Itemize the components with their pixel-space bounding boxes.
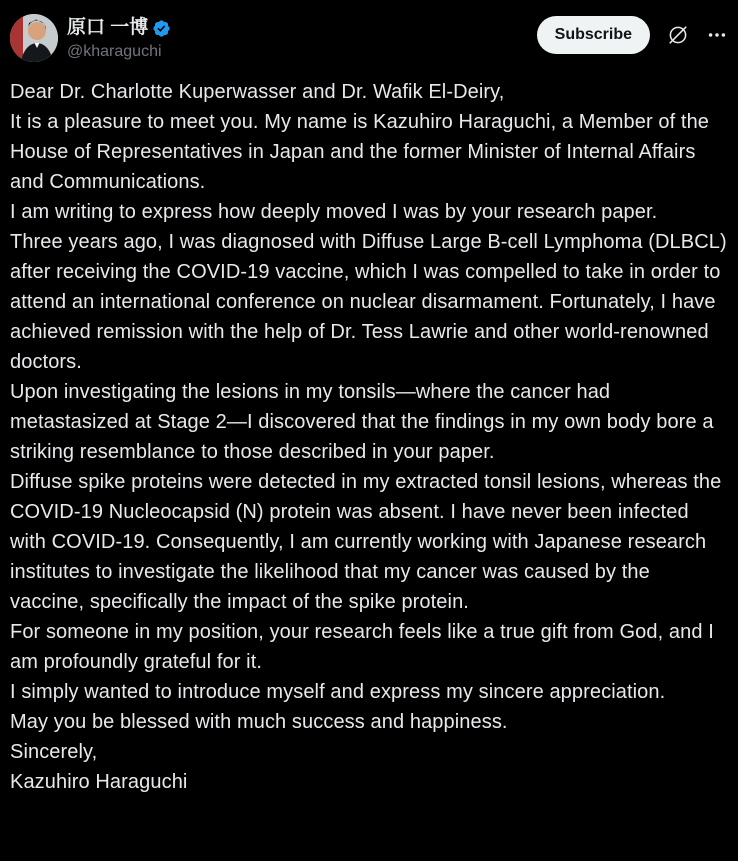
post-paragraph: Upon investigating the lesions in my tonsils—where the cancer had metastasized at Stage 2—I discovered that the findings in my own body bore a striking resemblance to those described in your paper.: [10, 381, 714, 463]
post-paragraph: It is a pleasure to meet you. My name is Kazuhiro Haraguchi, a Member of the House of Representatives in Japan and the former Minister of Internal Affairs and Communications.: [10, 111, 710, 193]
user-info[interactable]: [67, 14, 171, 61]
header-actions: [537, 14, 728, 54]
more-options-icon[interactable]: [706, 24, 728, 46]
avatar[interactable]: [10, 14, 58, 62]
post-paragraph: Kazuhiro Haraguchi: [10, 771, 188, 793]
grok-icon[interactable]: [667, 24, 689, 46]
subscribe-button[interactable]: Subscribe: [537, 16, 650, 54]
verified-badge-icon: [152, 19, 171, 38]
post-paragraph: May you be blessed with much success and happiness.: [10, 711, 508, 733]
avatar-portrait-image: [10, 14, 58, 62]
post-paragraph: Three years ago, I was diagnosed with Diffuse Large B-cell Lymphoma (DLBCL) after receiving the COVID-19 vaccine, which I was compelled to take in order to attend an international conference on nuclear disarmament. Fortunately, I have achieved remission with the help of Dr. Tess Lawrie and other world-renowned doctors.: [10, 231, 727, 373]
post-paragraph: Dear Dr. Charlotte Kuperwasser and Dr. Wafik El-Deiry,: [10, 81, 505, 103]
user-handle: @kharaguchi: [67, 43, 162, 60]
post-text: [10, 77, 728, 797]
name-row: [67, 17, 171, 39]
display-name: 原口 一博: [67, 17, 149, 38]
post-header: [10, 14, 728, 62]
post-paragraph: Diffuse spike proteins were detected in my extracted tonsil lesions, whereas the COVID-19 Nucleocapsid (N) protein was absent. I have never been infected with COVID-19. Consequently, I am currently working with Japanese research institutes to investigate the likelihood that my cancer was caused by the vaccine, specifically the impact of the spike protein.: [10, 471, 722, 613]
post-paragraph: I am writing to express how deeply moved I was by your research paper.: [10, 201, 658, 223]
post-paragraph: Sincerely,: [10, 741, 98, 763]
post-paragraph: For someone in my position, your research feels like a true gift from God, and I am profoundly grateful for it.: [10, 621, 714, 673]
post-paragraph: I simply wanted to introduce myself and express my sincere appreciation.: [10, 681, 666, 703]
